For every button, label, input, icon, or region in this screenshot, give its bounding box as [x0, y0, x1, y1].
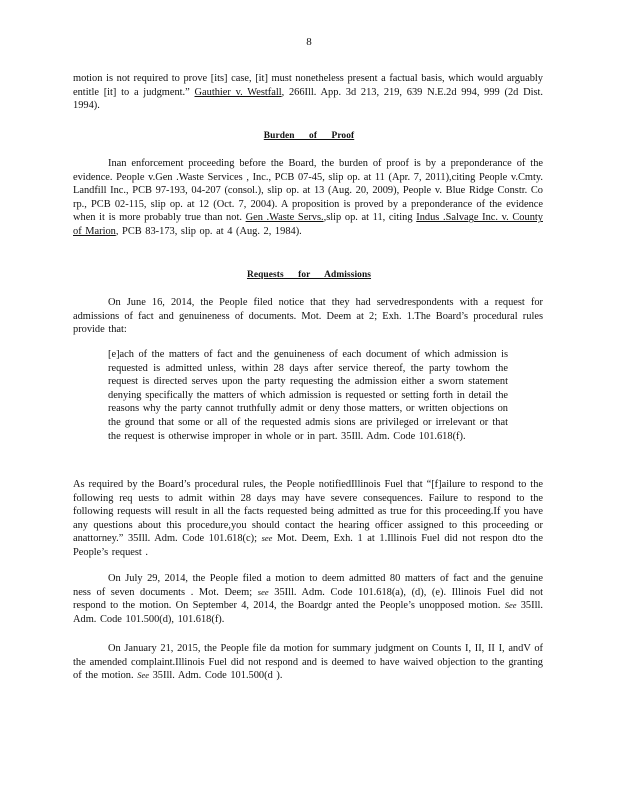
burden-text-2: ,slip op. at 11, citing: [323, 212, 413, 224]
required-text-2: Mot. Deem, Exh. 1 at 1.Illinois Fuel did not respon dto the People’s request .: [73, 533, 543, 558]
block-quote-rule: [e]ach of the matters of fact and the genuineness of each document of which admission is requested is admitted unless, within 28 days after service thereof, the party towhom the request is directed serves upon the party requesting the admission either a sworn statement denying specifically the matters of which admission is requested or setting forth in detail the reasons why the party cannot truthfully admit or deny those matters, or written objections on the ground that some or all of the requested admis sions are privileged or irrelevant or that the request is otherwise improper in whole or in part. 35Ill. Adm. Code 101.618(f).: [108, 349, 508, 442]
july-text-2: 35Ill. Adm. Code 101.618(a), (d), (e). Illinois Fuel did not respond to the motion. On September 4, 2014, the Boardgr anted the People’s unopposed motion.: [73, 586, 543, 612]
case-citation-gen-waste: Gen .Waste Servs.: [245, 212, 324, 224]
intro-text-1: motion is not required to prove [its] case, [it] must nonetheless present a factual basis, which would arguably entitle [it] to a judgment.”: [73, 73, 543, 98]
july-text-1: On July 29, 2014, the People filed a motion to deem admitted 80 matters of fact and the genuine ness of seven documents . Mot. Deem;: [73, 573, 543, 598]
paragraph-intro: [73, 72, 543, 113]
burden-text-3: , PCB 83-173, slip op. at 4 (Aug. 2, 1984).: [115, 225, 302, 237]
signal-see: see: [261, 533, 273, 544]
signal-see: See: [504, 600, 517, 611]
paragraph-burden: [73, 157, 543, 239]
required-text-1: As required by the Board’s procedural rules, the People notifiedIllinois Fuel that “[f]ailure to respond to the following req uests to admit within 28 days may have severe consequences. Failure to respond to the following requests will result in all the facts requested being admitted as true for this proceeding.If you have any questions about this procedure,you should contact the hearing officer assigned to this proceeding or anattorney.” 35Ill. Adm. Code 101.618(c);: [73, 479, 543, 545]
paragraph-january: [73, 642, 543, 683]
case-citation-gauthier: Gauthier v. Westfall: [194, 86, 282, 98]
signal-see: see: [257, 586, 269, 597]
paragraph-july: [73, 572, 543, 626]
page-number: 8: [306, 36, 312, 48]
signal-see: See: [137, 670, 149, 681]
heading-requests-for-admissions: Requests for Admissions: [246, 270, 372, 280]
intro-text-2: , 266Ill. App. 3d 213, 219, 639 N.E.2d 994, 999 (2d Dist. 1994).: [73, 86, 543, 112]
july-text-3: 35Ill. Adm. Code 101.500(d), 101.618(f).: [73, 600, 543, 625]
heading-burden-of-proof: Burden of Proof: [263, 131, 355, 141]
paragraph-june: On June 16, 2014, the People filed notice that they had servedrespondents with a request for admissions of fact and genuineness of documents. Mot. Deem at 2; Exh. 1.The Board’s procedural rules provide that:: [73, 297, 543, 336]
paragraph-required: [73, 478, 543, 560]
case-citation-indus-salvage: Indus .Salvage Inc. v. County of Marion: [73, 212, 543, 237]
jan-text-1: On January 21, 2015, the People file da motion for summary judgment on Counts I, II, II I, andV of the amended complaint.Illinois Fuel did not respond and is deemed to have waived objection to the granting of the motion.: [73, 643, 543, 682]
burden-text-1: Inan enforcement proceeding before the Board, the burden of proof is by a preponderance of the evidence. People v.Gen .Waste Services , Inc., PCB 07-45, slip op. at 11 (Apr. 7, 2011),citing People v.Cmty. Landfill Inc., PCB 97-193, 04-207 (consol.), slip op. at 13 (Aug. 20, 2009), People v. Blue Ridge Constr. Co rp., PCB 02-115, slip op. at 12 (Oct. 7, 2004). A proposition is proved by a preponderance of the evidence when it is more probably true than not.: [73, 158, 543, 224]
jan-text-2: 35Ill. Adm. Code 101.500(d ).: [152, 670, 283, 682]
